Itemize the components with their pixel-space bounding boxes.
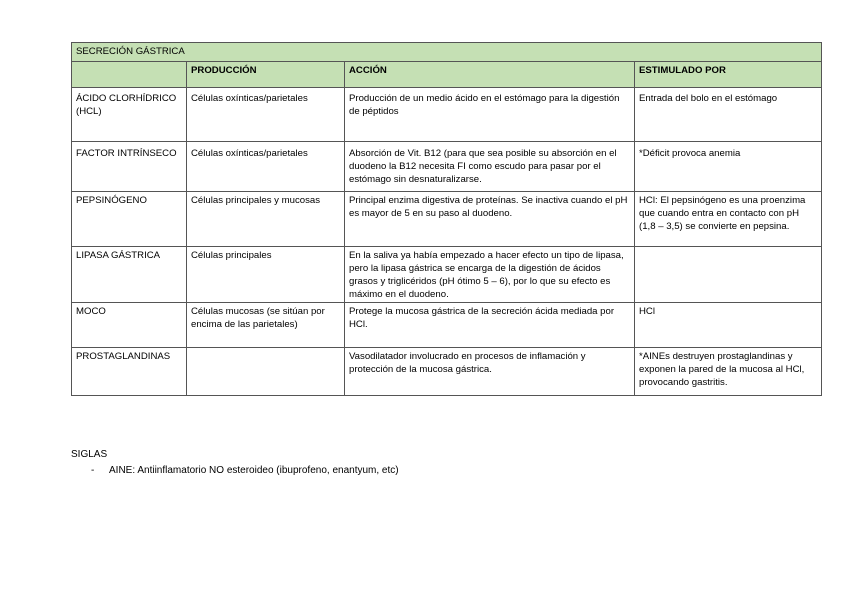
table-row — [72, 247, 822, 303]
header-estimulado: ESTIMULADO POR — [635, 62, 822, 88]
siglas-list-item — [91, 465, 399, 476]
row-estimulado: HCl: El pepsinógeno es una proenzima que cuando entra en contacto con pH (1,8 – 3,5) se convierte en pepsina. — [635, 192, 822, 247]
list-dash: - — [91, 465, 95, 476]
row-accion: Producción de un medio ácido en el estómago para la digestión de péptidos — [345, 88, 635, 142]
siglas-title: SIGLAS — [71, 449, 108, 460]
row-estimulado — [635, 247, 822, 303]
table-row — [72, 192, 822, 247]
table-row — [72, 348, 822, 396]
table-row — [72, 142, 822, 192]
table-row — [72, 88, 822, 142]
row-accion: En la saliva ya había empezado a hacer efecto un tipo de lipasa, pero la lipasa gástrica se encarga de la digestión de ácidos grasos y triglicéridos (pH ótimo 5 – 6), por lo que su efecto es máximo en el duodeno. — [345, 247, 635, 303]
row-produccion: Células oxínticas/parietales — [187, 88, 345, 142]
row-produccion: Células principales — [187, 247, 345, 303]
header-produccion: PRODUCCIÓN — [187, 62, 345, 88]
row-produccion: Células principales y mucosas — [187, 192, 345, 247]
row-name: LIPASA GÁSTRICA — [72, 247, 187, 303]
row-produccion — [187, 348, 345, 396]
row-accion: Absorción de Vit. B12 (para que sea posible su absorción en el duodeno la B12 necesita FI como escudo para pasar por el estómago sin desnaturalizarse. — [345, 142, 635, 192]
row-name: PEPSINÓGENO — [72, 192, 187, 247]
row-name: FACTOR INTRÍNSECO — [72, 142, 187, 192]
header-empty — [72, 62, 187, 88]
row-accion: Principal enzima digestiva de proteínas. Se inactiva cuando el pH es mayor de 5 en su paso al duodeno. — [345, 192, 635, 247]
table-title: SECRECIÓN GÁSTRICA — [72, 43, 822, 62]
row-name: PROSTAGLANDINAS — [72, 348, 187, 396]
table-row — [72, 303, 822, 348]
row-name: ÁCIDO CLORHÍDRICO (HCL) — [72, 88, 187, 142]
row-estimulado: HCl — [635, 303, 822, 348]
header-accion: ACCIÓN — [345, 62, 635, 88]
siglas-item-text: AINE: Antiinflamatorio NO esteroideo (ibuprofeno, enantyum, etc) — [109, 465, 399, 476]
row-accion: Vasodilatador involucrado en procesos de inflamación y protección de la mucosa gástrica. — [345, 348, 635, 396]
row-estimulado: *AINEs destruyen prostaglandinas y exponen la pared de la mucosa al HCl, provocando gastritis. — [635, 348, 822, 396]
row-accion: Protege la mucosa gástrica de la secreción ácida mediada por HCl. — [345, 303, 635, 348]
row-produccion: Células mucosas (se sitúan por encima de las parietales) — [187, 303, 345, 348]
secrecion-table — [71, 42, 822, 396]
row-estimulado: *Déficit provoca anemia — [635, 142, 822, 192]
row-estimulado: Entrada del bolo en el estómago — [635, 88, 822, 142]
row-name: MOCO — [72, 303, 187, 348]
row-produccion: Células oxínticas/parietales — [187, 142, 345, 192]
